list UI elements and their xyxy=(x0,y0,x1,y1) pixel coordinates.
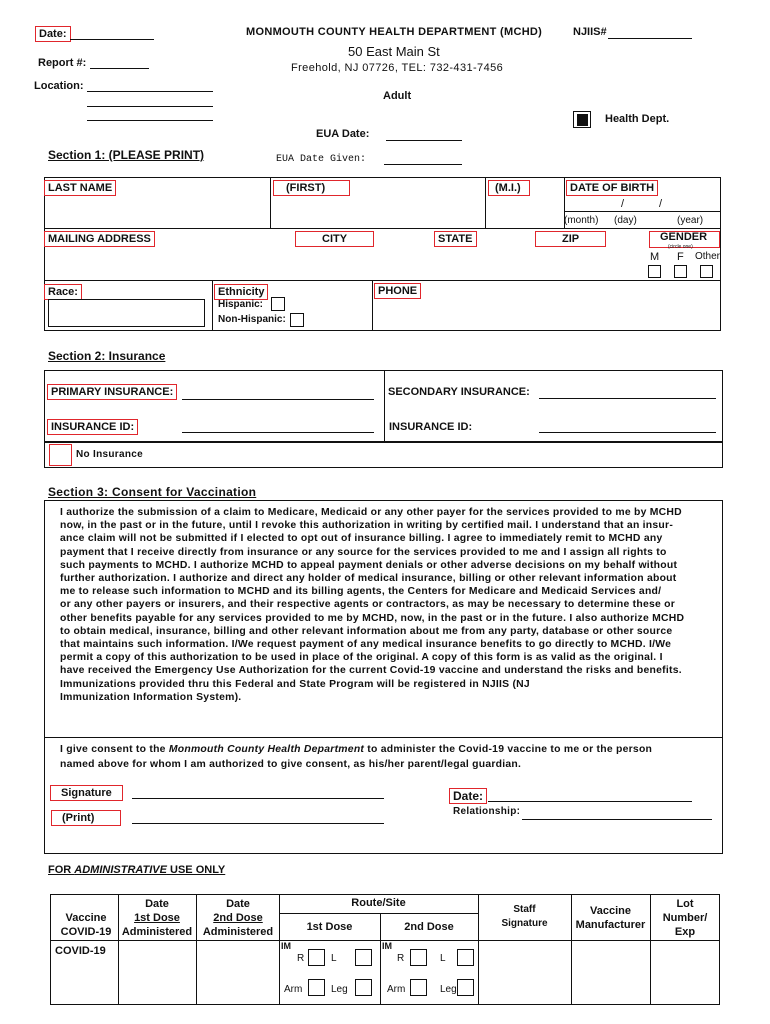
covid19-row-label: COVID-19 xyxy=(55,945,106,957)
l-checkbox-2[interactable] xyxy=(457,949,474,966)
secondary-insurance-field[interactable] xyxy=(539,398,716,399)
l-checkbox-1[interactable] xyxy=(355,949,372,966)
consent-line: or any other payers or insurers, and their respective agents or contractors, as may be necessary to determine these or xyxy=(60,599,676,611)
consent-line: I authorize the submission of a claim to Medicare, Medicaid or any other payer for the services provided to me by MCHD xyxy=(60,507,682,518)
lot-line: Lot xyxy=(676,898,694,910)
r-checkbox-1[interactable] xyxy=(308,949,325,966)
no-insurance-checkbox[interactable] xyxy=(49,444,72,466)
date-label: Date: xyxy=(35,26,71,42)
date-2nd-line: 2nd Dose xyxy=(213,912,263,924)
mailing-address-label: MAILING ADDRESS xyxy=(44,231,155,247)
date-1st-line: Administered xyxy=(121,926,193,938)
race-input[interactable] xyxy=(48,299,205,327)
health-dept-label: Health Dept. xyxy=(605,113,670,125)
lot-line: Exp xyxy=(674,926,696,938)
consent-line: ance claim will not be submitted if I elected to opt out of insurance billing. I agree to immediately remit to MCHD any xyxy=(60,533,663,545)
city-label: CITY xyxy=(295,231,374,247)
gender-f-label: F xyxy=(677,251,684,263)
print-label: (Print) xyxy=(51,810,121,826)
signature-field[interactable] xyxy=(132,798,384,799)
zip-label: ZIP xyxy=(535,231,606,247)
date-2nd-line: Administered xyxy=(202,926,274,938)
consent-line: to obtain medical, insurance, billing and other relevant information about me from any party, database or other source xyxy=(60,625,673,637)
secondary-insurance-id-label: INSURANCE ID: xyxy=(389,421,473,433)
race-label: Race: xyxy=(44,284,82,300)
secondary-insurance-label: SECONDARY INSURANCE: xyxy=(388,386,530,398)
location-label: Location: xyxy=(34,80,84,92)
gender-m-label: M xyxy=(650,251,660,263)
no-insurance-label: No Insurance xyxy=(76,449,143,460)
leg-label-2: Leg xyxy=(440,984,457,995)
admin-for: FOR xyxy=(48,864,75,876)
dob-label: DATE OF BIRTH xyxy=(566,180,658,196)
report-field[interactable] xyxy=(90,68,149,69)
no-insurance-row xyxy=(44,442,723,468)
arm-checkbox-1[interactable] xyxy=(308,979,325,996)
consent-line: payment that I receive directly from insurance or any source for the services provided to me and I assign all rights to xyxy=(60,546,667,558)
gender-f-checkbox[interactable] xyxy=(674,265,687,278)
lot-line: Number/ xyxy=(662,912,708,924)
l-label-1: L xyxy=(331,953,337,964)
leg-checkbox-1[interactable] xyxy=(355,979,372,996)
ethnicity-label: Ethnicity xyxy=(214,284,268,300)
arm-label-1: Arm xyxy=(284,984,303,995)
primary-insurance-label: PRIMARY INSURANCE: xyxy=(47,384,177,400)
mi-label: (M.I.) xyxy=(488,180,530,196)
location-field-1[interactable] xyxy=(87,91,213,92)
eua-date-label: EUA Date: xyxy=(316,128,370,140)
consent-pre: I give consent to the xyxy=(60,744,169,755)
vaccine-col-line: COVID-19 xyxy=(60,926,112,938)
manufacturer-header xyxy=(571,904,650,932)
consent-org: Monmouth County Health Department xyxy=(168,744,365,755)
date-1st-line: Date xyxy=(145,898,169,910)
r-label-1: R xyxy=(297,953,305,964)
staff-signature-header xyxy=(478,903,571,931)
l-label-2: L xyxy=(440,953,446,964)
im-label-1: IM xyxy=(281,941,291,951)
print-field[interactable] xyxy=(132,823,384,824)
report-label: Report #: xyxy=(38,57,87,69)
consent-date-label: Date: xyxy=(449,788,487,804)
state-label: STATE xyxy=(434,231,477,247)
r-checkbox-2[interactable] xyxy=(410,949,427,966)
primary-insurance-id-label: INSURANCE ID: xyxy=(47,419,138,435)
gender-label-text: GENDER xyxy=(660,231,708,243)
date-1st-col-header xyxy=(118,897,196,939)
consent-date-field[interactable] xyxy=(488,801,692,802)
im-label-2: IM xyxy=(382,941,392,951)
last-name-label: LAST NAME xyxy=(44,180,116,196)
non-hispanic-label: Non-Hispanic: xyxy=(218,314,286,325)
section3-title: Section 3: Consent for Vaccination xyxy=(48,485,257,499)
date-2nd-line: Date xyxy=(226,898,250,910)
arm-checkbox-2[interactable] xyxy=(410,979,427,996)
consent-line: permit a copy of this authorization to be used in place of the original. A copy of this form is as valid as the original. I xyxy=(60,652,663,664)
signature-label: Signature xyxy=(50,785,123,801)
staff-line: Staff xyxy=(513,904,536,915)
primary-insurance-field[interactable] xyxy=(182,399,374,400)
department-title: MONMOUTH COUNTY HEALTH DEPARTMENT (MCHD) xyxy=(246,26,543,38)
staff-line: Signature xyxy=(501,918,548,929)
location-field-2[interactable] xyxy=(87,106,213,107)
njiis-field[interactable] xyxy=(608,38,692,39)
consent-statement xyxy=(60,742,720,772)
consent-line: now, in the past or in the future, until I revoke this authorization in writing by certified mail. I understand that an insur- xyxy=(60,520,674,532)
gender-other-label: Other xyxy=(695,251,721,262)
section2-title: Section 2: Insurance xyxy=(48,349,166,363)
health-dept-checkbox[interactable] xyxy=(573,111,591,128)
vaccine-col-line: Vaccine xyxy=(65,912,107,924)
date-2nd-col-header xyxy=(196,897,280,939)
consent-line2: named above for whom I am authorized to give consent, as his/her parent/legal guardian. xyxy=(60,759,522,770)
consent-line: other benefits payable for any services provided to me by MCHD, now, in the past or in the future. I also authorize MCHD xyxy=(60,612,685,624)
dob-year-label: (year) xyxy=(677,215,704,226)
hispanic-checkbox[interactable] xyxy=(271,297,285,311)
eua-date-field[interactable] xyxy=(386,140,462,141)
secondary-insurance-id-field[interactable] xyxy=(539,432,716,433)
consent-line: Immunizations provided thru this Federal and State Program will be registered in NJIIS (NJ xyxy=(60,678,530,690)
relationship-field[interactable] xyxy=(522,819,712,820)
relationship-label: Relationship: xyxy=(453,806,521,817)
first-name-label: (FIRST) xyxy=(273,180,350,196)
route-site-header: Route/Site xyxy=(351,897,406,909)
phone-label: PHONE xyxy=(374,283,421,299)
consent-post: to administer the Covid-19 vaccine to me or the person xyxy=(364,744,653,755)
njiis-label: NJIIS# xyxy=(573,26,607,38)
last-name-input[interactable] xyxy=(48,196,266,226)
leg-label-1: Leg xyxy=(331,984,348,995)
consent-line: Immunization Information System). xyxy=(60,691,242,703)
leg-checkbox-2[interactable] xyxy=(457,979,474,996)
non-hispanic-checkbox[interactable] xyxy=(290,313,304,327)
dob-slash-1: / xyxy=(621,198,625,210)
admin-use-only: USE ONLY xyxy=(166,864,226,876)
gender-other-checkbox[interactable] xyxy=(700,265,713,278)
date-1st-line: 1st Dose xyxy=(134,912,180,924)
consent-line: me to release such information to MCHD and its billing agents, the Centers for Medicare and Medicaid Services and/ xyxy=(60,586,662,598)
admin-administrative: ADMINISTRATIVE xyxy=(74,864,167,876)
dob-month-label: (month) xyxy=(564,215,599,226)
consent-paragraph xyxy=(60,506,720,704)
consent-line: have received the Emergency Use Authorization for the current Covid-19 vaccine and understand the risks and benefits. xyxy=(60,665,682,677)
phone-input[interactable] xyxy=(378,300,716,328)
location-field-3[interactable] xyxy=(87,120,213,121)
vaccine-col-header xyxy=(52,911,120,939)
r-label-2: R xyxy=(397,953,405,964)
consent-line: such payments to MCHD. I authorize MCHD to appeal payment denials or other adverse decisions on my behalf without xyxy=(60,559,678,571)
eua-date-given-field[interactable] xyxy=(384,164,462,165)
checked-mark-icon xyxy=(577,114,588,126)
eua-date-given-label: EUA Date Given: xyxy=(276,154,367,165)
arm-label-2: Arm xyxy=(387,984,406,995)
dob-day-label: (day) xyxy=(614,215,637,226)
circle-one-hint: (circle one) xyxy=(668,244,693,250)
first-name-input[interactable] xyxy=(274,196,482,226)
second-dose-header: 2nd Dose xyxy=(404,921,454,933)
first-dose-header: 1st Dose xyxy=(306,921,353,933)
manufacturer-line: Vaccine xyxy=(590,905,631,917)
gender-label xyxy=(649,231,720,248)
gender-m-checkbox[interactable] xyxy=(648,265,661,278)
section1-title: Section 1: (PLEASE PRINT) xyxy=(48,148,205,162)
adult-label: Adult xyxy=(383,90,412,102)
admin-title xyxy=(48,864,225,876)
department-street: 50 East Main St xyxy=(348,44,440,59)
consent-line: further authorization. I authorize and direct any holder of medical insurance, billing or other relevant information about xyxy=(60,573,677,585)
dob-slash-2: / xyxy=(659,198,663,210)
primary-insurance-id-field[interactable] xyxy=(182,432,374,433)
mailing-address-input[interactable] xyxy=(48,247,638,278)
consent-line: that maintains such information. I/We request payment of any medical insurance benefits to go directly to MCHD. I/We xyxy=(60,639,672,651)
lot-header xyxy=(650,897,720,939)
date-field[interactable] xyxy=(70,39,154,40)
hispanic-label: Hispanic: xyxy=(218,299,264,310)
department-city-line: Freehold, NJ 07726, TEL: 732-431-7456 xyxy=(291,62,504,74)
mi-input[interactable] xyxy=(488,196,562,226)
manufacturer-line: Manufacturer xyxy=(575,919,646,931)
